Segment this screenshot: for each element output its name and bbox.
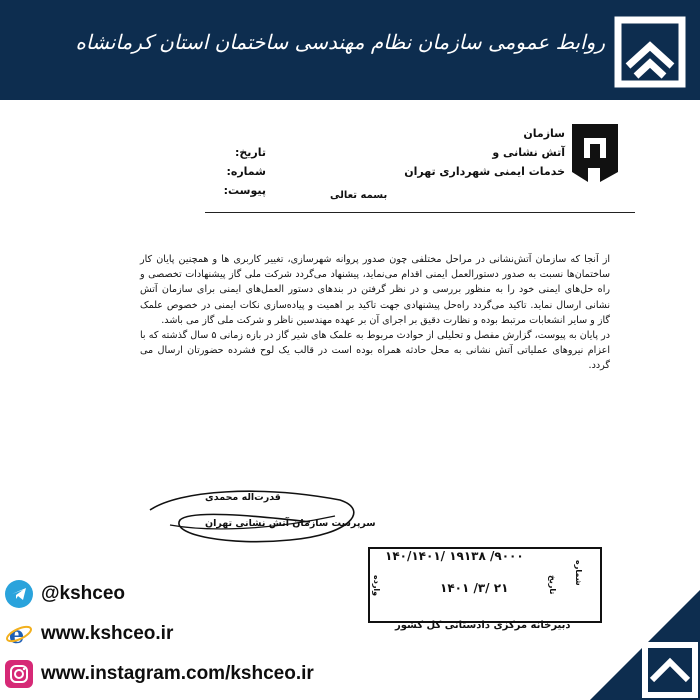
stamp-side-label: تاریخ bbox=[548, 575, 557, 595]
basmala: بسمه تعالی bbox=[330, 190, 388, 201]
paragraph: از آنجا که سازمان آتش‌نشانی در مراحل مختلفی چون صدور پروانه شهرسازی، تغییر کاربری ها و همچنین پایان کار ساختمان‌ها نسبت به صدور دستورالعمل ایمنی اقدام می‌نماید، پیشنهاد می‌گردد شرکت ملی گاز پیشنهادات تخصصی و راه حل‌های ایمنی خود را به منظور بررسی و در نظر گرفتن در بندهای دستور العمل‌های ایمنی برای سازمان آتش نشانی ارسال نماید. تاکید می‌گردد راه‌حل پیشنهادی جهت تاکید بر اهمیت و پیاده‌سازی نکات ایمنی در خصوص علمک گاز و سایر انشعابات مرتبط بوده و نظارت دقیق بر اجرای آن بر عهده مهندسین ناظر و شرکت ملی گاز می باشد. bbox=[140, 254, 610, 326]
instagram-url: www.instagram.com/kshceo.ir bbox=[41, 663, 314, 684]
header-banner bbox=[0, 0, 700, 100]
stamp-left-label: وارده bbox=[372, 575, 381, 597]
internet-explorer-icon bbox=[5, 620, 33, 648]
org-line: خدمات ایمنی شهرداری تهران bbox=[404, 165, 565, 178]
telegram-link[interactable] bbox=[5, 580, 125, 608]
organization-name bbox=[404, 124, 565, 181]
signature-scribble bbox=[140, 480, 370, 550]
stamp-date: ۱۴۰۱ /۳/ ۲۱ bbox=[440, 581, 509, 595]
org-line: آتش نشانی و bbox=[492, 146, 565, 159]
letter-body bbox=[140, 252, 610, 374]
signatory-name: قدرت‌اله محمدی bbox=[205, 492, 281, 503]
signatory-title: سرپرست سازمان آتش نشانی تهران bbox=[205, 518, 376, 529]
stamp-number: ۱۴۰/۱۴۰۱/ ۱۹۱۳۸ /۹۰۰۰ bbox=[385, 549, 524, 563]
paragraph: در پایان به پیوست، گزارش مفصل و تحلیلی از حوادث مربوط به علمک های شیر گاز در بازه زمانی ۵ سال گذشته که با اعزام نیروهای عملیاتی آتش نشانی به محل حادثه همراه بوده است در قالب یک لوح فشرده حضورتان ارسال می گردد. bbox=[140, 330, 610, 372]
website-url: www.kshceo.ir bbox=[41, 623, 174, 644]
fire-department-logo-icon bbox=[570, 122, 620, 184]
telegram-icon bbox=[5, 580, 33, 608]
corner-decoration bbox=[590, 590, 700, 700]
stamp-footer: دبیرخانه مرکزی دادستانی کل کشور bbox=[395, 620, 571, 631]
org-line: سازمان bbox=[523, 127, 565, 140]
attachment-label: پیوست: bbox=[223, 184, 266, 197]
website-link[interactable] bbox=[5, 620, 173, 648]
svg-text:e: e bbox=[9, 620, 25, 648]
date-label: تاریخ: bbox=[234, 146, 266, 159]
instagram-icon bbox=[5, 660, 33, 688]
stamp-side-label: شماره bbox=[574, 560, 583, 586]
organization-logo-icon bbox=[608, 8, 692, 92]
instagram-link[interactable] bbox=[5, 660, 314, 688]
banner-title: روابط عمومی سازمان نظام مهندسی ساختمان استان کرمانشاه bbox=[75, 30, 605, 54]
header-divider bbox=[205, 212, 635, 213]
telegram-handle: @kshceo bbox=[41, 583, 126, 604]
social-links bbox=[0, 575, 360, 700]
letter-meta bbox=[196, 143, 266, 200]
number-label: شماره: bbox=[226, 165, 266, 178]
